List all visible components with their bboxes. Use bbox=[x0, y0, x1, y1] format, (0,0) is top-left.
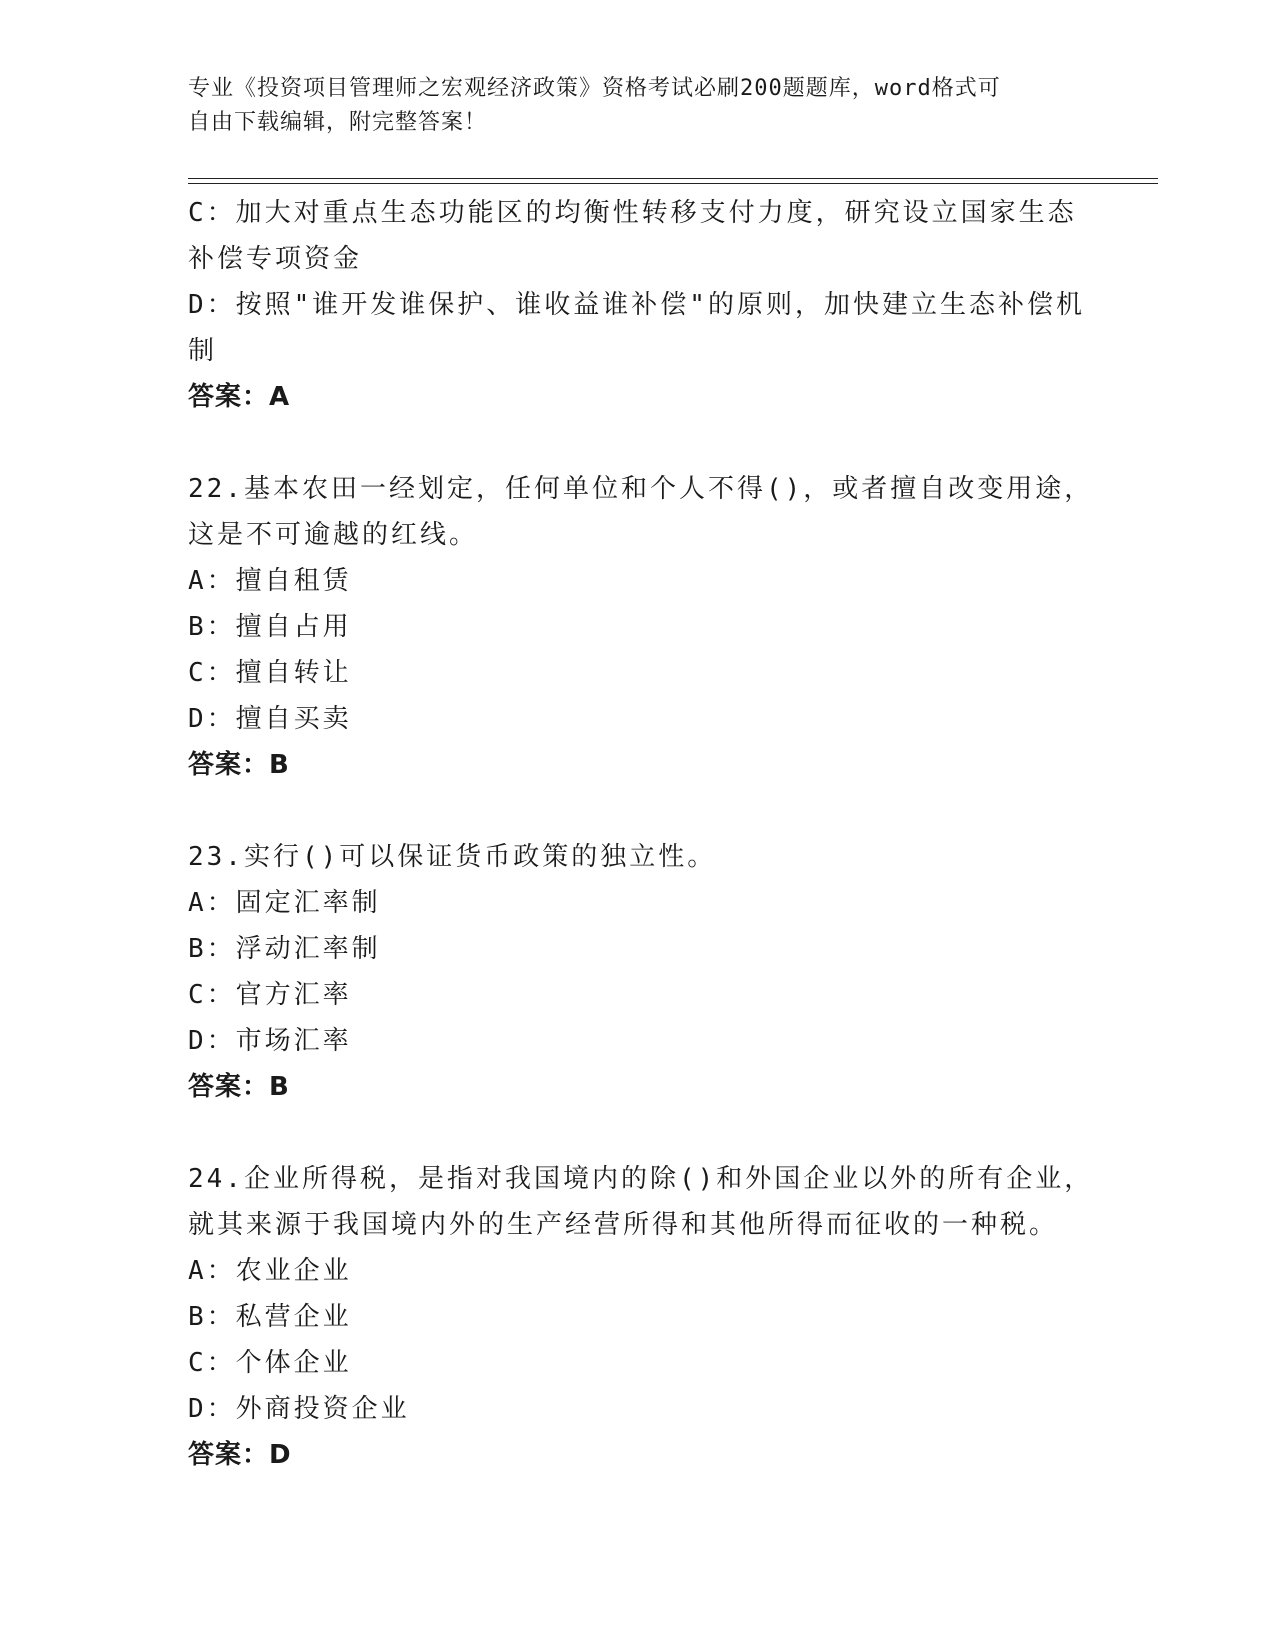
header-line-1: 专业《投资项目管理师之宏观经济政策》资格考试必刷200题题库，word格式可 bbox=[188, 76, 1001, 101]
header-line-2: 自由下载编辑，附完整答案！ bbox=[188, 110, 488, 135]
question-21-continuation bbox=[188, 190, 1088, 420]
spacer bbox=[188, 420, 1088, 466]
option-d-line-2: 制 bbox=[188, 336, 218, 366]
option-a: A：擅自租赁 bbox=[188, 566, 352, 596]
option-d-line-1: D：按照"谁开发谁保护、谁收益谁补偿"的原则，加快建立生态补偿机 bbox=[188, 290, 1085, 320]
option-d: D：外商投资企业 bbox=[188, 1394, 410, 1424]
header-divider-bottom bbox=[188, 183, 1158, 184]
option-c: C：擅自转让 bbox=[188, 658, 352, 688]
option-c: C：官方汇率 bbox=[188, 980, 352, 1010]
question-23 bbox=[188, 834, 1088, 1110]
option-c: C：个体企业 bbox=[188, 1348, 352, 1378]
question-22 bbox=[188, 466, 1094, 788]
option-c-line-1: C：加大对重点生态功能区的均衡性转移支付力度，研究设立国家生态 bbox=[188, 198, 1077, 228]
question-stem-line-1: 23.实行()可以保证货币政策的独立性。 bbox=[188, 842, 717, 872]
option-b: B：浮动汇率制 bbox=[188, 934, 381, 964]
question-stem-line-2: 就其来源于我国境内外的生产经营所得和其他所得而征收的一种税。 bbox=[188, 1210, 1059, 1240]
spacer bbox=[188, 1110, 1088, 1156]
option-a: A：固定汇率制 bbox=[188, 888, 381, 918]
header-divider-top bbox=[188, 178, 1158, 179]
option-d: D：擅自买卖 bbox=[188, 704, 352, 734]
question-stem-line-1: 24.企业所得税，是指对我国境内的除()和外国企业以外的所有企业， bbox=[188, 1164, 1094, 1194]
answer: 答案：B bbox=[188, 750, 290, 780]
question-list bbox=[188, 190, 1094, 1478]
document-header bbox=[188, 72, 1088, 140]
option-d: D：市场汇率 bbox=[188, 1026, 352, 1056]
question-stem-line-1: 22.基本农田一经划定，任何单位和个人不得()，或者擅自改变用途， bbox=[188, 474, 1094, 504]
answer: 答案：B bbox=[188, 1072, 290, 1102]
answer: 答案：D bbox=[188, 1440, 292, 1470]
option-b: B：擅自占用 bbox=[188, 612, 352, 642]
option-b: B：私营企业 bbox=[188, 1302, 352, 1332]
option-a: A：农业企业 bbox=[188, 1256, 352, 1286]
spacer bbox=[188, 788, 1088, 834]
question-stem-line-2: 这是不可逾越的红线。 bbox=[188, 520, 479, 550]
option-c-line-2: 补偿专项资金 bbox=[188, 244, 363, 274]
answer: 答案：A bbox=[188, 382, 291, 412]
question-24 bbox=[188, 1156, 1094, 1478]
